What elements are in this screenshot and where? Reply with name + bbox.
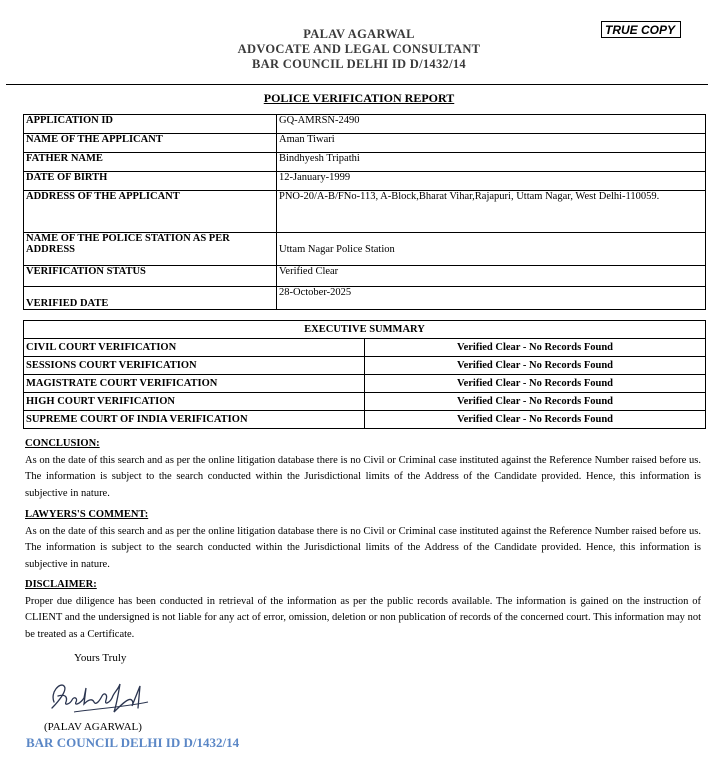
summary-label: SUPREME COURT OF INDIA VERIFICATION	[24, 411, 365, 429]
header-divider	[6, 84, 708, 85]
advocate-name: PALAV AGARWAL	[303, 27, 415, 41]
table-row	[24, 357, 706, 375]
disclaimer-heading: DISCLAIMER:	[25, 579, 97, 590]
table-row	[24, 266, 706, 287]
table-row	[24, 339, 706, 357]
summary-label: CIVIL COURT VERIFICATION	[24, 339, 365, 357]
footer-bar-council-id: BAR COUNCIL DELHI ID D/1432/14	[26, 735, 240, 750]
table-row	[24, 172, 706, 191]
detail-label: APPLICATION ID	[24, 115, 277, 134]
summary-value: Verified Clear - No Records Found	[365, 411, 706, 429]
lawyers-comment-text: As on the date of this search and as per the online litigation database there is no Civil or Criminal case instituted against the Reference Number raised before us. The information is subject to the search conducted within the Jurisdictional limits of the Address of the Candidate provided. Hence, this information is subjective in nature.	[25, 525, 701, 570]
summary-label: SESSIONS COURT VERIFICATION	[24, 357, 365, 375]
detail-label: DATE OF BIRTH	[24, 172, 277, 191]
detail-value: Verified Clear	[277, 266, 706, 287]
table-row	[24, 375, 706, 393]
detail-value: Uttam Nagar Police Station	[277, 233, 706, 266]
summary-heading: EXECUTIVE SUMMARY	[24, 321, 706, 339]
detail-label: NAME OF THE POLICE STATION AS PER ADDRESS	[24, 233, 277, 266]
detail-value: Bindhyesh Tripathi	[277, 153, 706, 172]
summary-value: Verified Clear - No Records Found	[365, 357, 706, 375]
lawyers-comment-heading: LAWYERS'S COMMENT:	[25, 509, 149, 520]
disclaimer-text: Proper due diligence has been conducted in retrieval of the information as per the public records available. The information is gained on the instruction of CLIENT and the undersigned is not liable for any act of error, omission, deletion or non publication of records of the concerned court. This information may not be treated as a Certificate.	[25, 595, 701, 640]
summary-label: HIGH COURT VERIFICATION	[24, 393, 365, 411]
conclusion-heading: CONCLUSION:	[25, 438, 100, 449]
table-row	[24, 287, 706, 310]
detail-label: VERIFICATION STATUS	[24, 266, 277, 287]
signature-image	[44, 672, 154, 722]
table-row	[24, 115, 706, 134]
table-row	[24, 134, 706, 153]
disclaimer-section	[25, 577, 701, 643]
summary-label: MAGISTRATE COURT VERIFICATION	[24, 375, 365, 393]
conclusion-section	[25, 436, 701, 502]
detail-value: 28-October-2025	[277, 287, 706, 310]
detail-label: NAME OF THE APPLICANT	[24, 134, 277, 153]
table-row	[24, 411, 706, 429]
summary-value: Verified Clear - No Records Found	[365, 393, 706, 411]
advocate-designation: ADVOCATE AND LEGAL CONSULTANT	[237, 42, 481, 56]
lawyers-comment-section	[25, 507, 701, 573]
detail-label: ADDRESS OF THE APPLICANT	[24, 191, 277, 233]
closing-salutation: Yours Truly	[74, 652, 127, 664]
table-row	[24, 191, 706, 233]
signatory-name: (PALAV AGARWAL)	[44, 721, 142, 733]
detail-value: PNO-20/A-B/FNo-113, A-Block,Bharat Vihar,Rajapuri, Uttam Nagar, West Delhi-110059.	[277, 191, 706, 233]
report-title: POLICE VERIFICATION REPORT	[263, 91, 455, 105]
summary-value: Verified Clear - No Records Found	[365, 339, 706, 357]
summary-value: Verified Clear - No Records Found	[365, 375, 706, 393]
conclusion-text: As on the date of this search and as per the online litigation database there is no Civil or Criminal case instituted against the Reference Number raised before us. The information is subject to the search conducted within the Jurisdictional limits of the Address of the Candidate provided. Hence, this information is subjective in nature.	[25, 454, 701, 499]
bar-council-id: BAR COUNCIL DELHI ID D/1432/14	[252, 57, 466, 71]
detail-value: GQ-AMRSN-2490	[277, 115, 706, 134]
true-copy-stamp: TRUE COPY	[601, 21, 681, 38]
executive-summary-table	[23, 320, 706, 429]
detail-label: FATHER NAME	[24, 153, 277, 172]
detail-value: 12-January-1999	[277, 172, 706, 191]
detail-label: VERIFIED DATE	[24, 287, 277, 310]
table-row	[24, 153, 706, 172]
table-row	[24, 233, 706, 266]
table-row	[24, 321, 706, 339]
table-row	[24, 393, 706, 411]
detail-value: Aman Tiwari	[277, 134, 706, 153]
applicant-details-table	[23, 114, 706, 310]
